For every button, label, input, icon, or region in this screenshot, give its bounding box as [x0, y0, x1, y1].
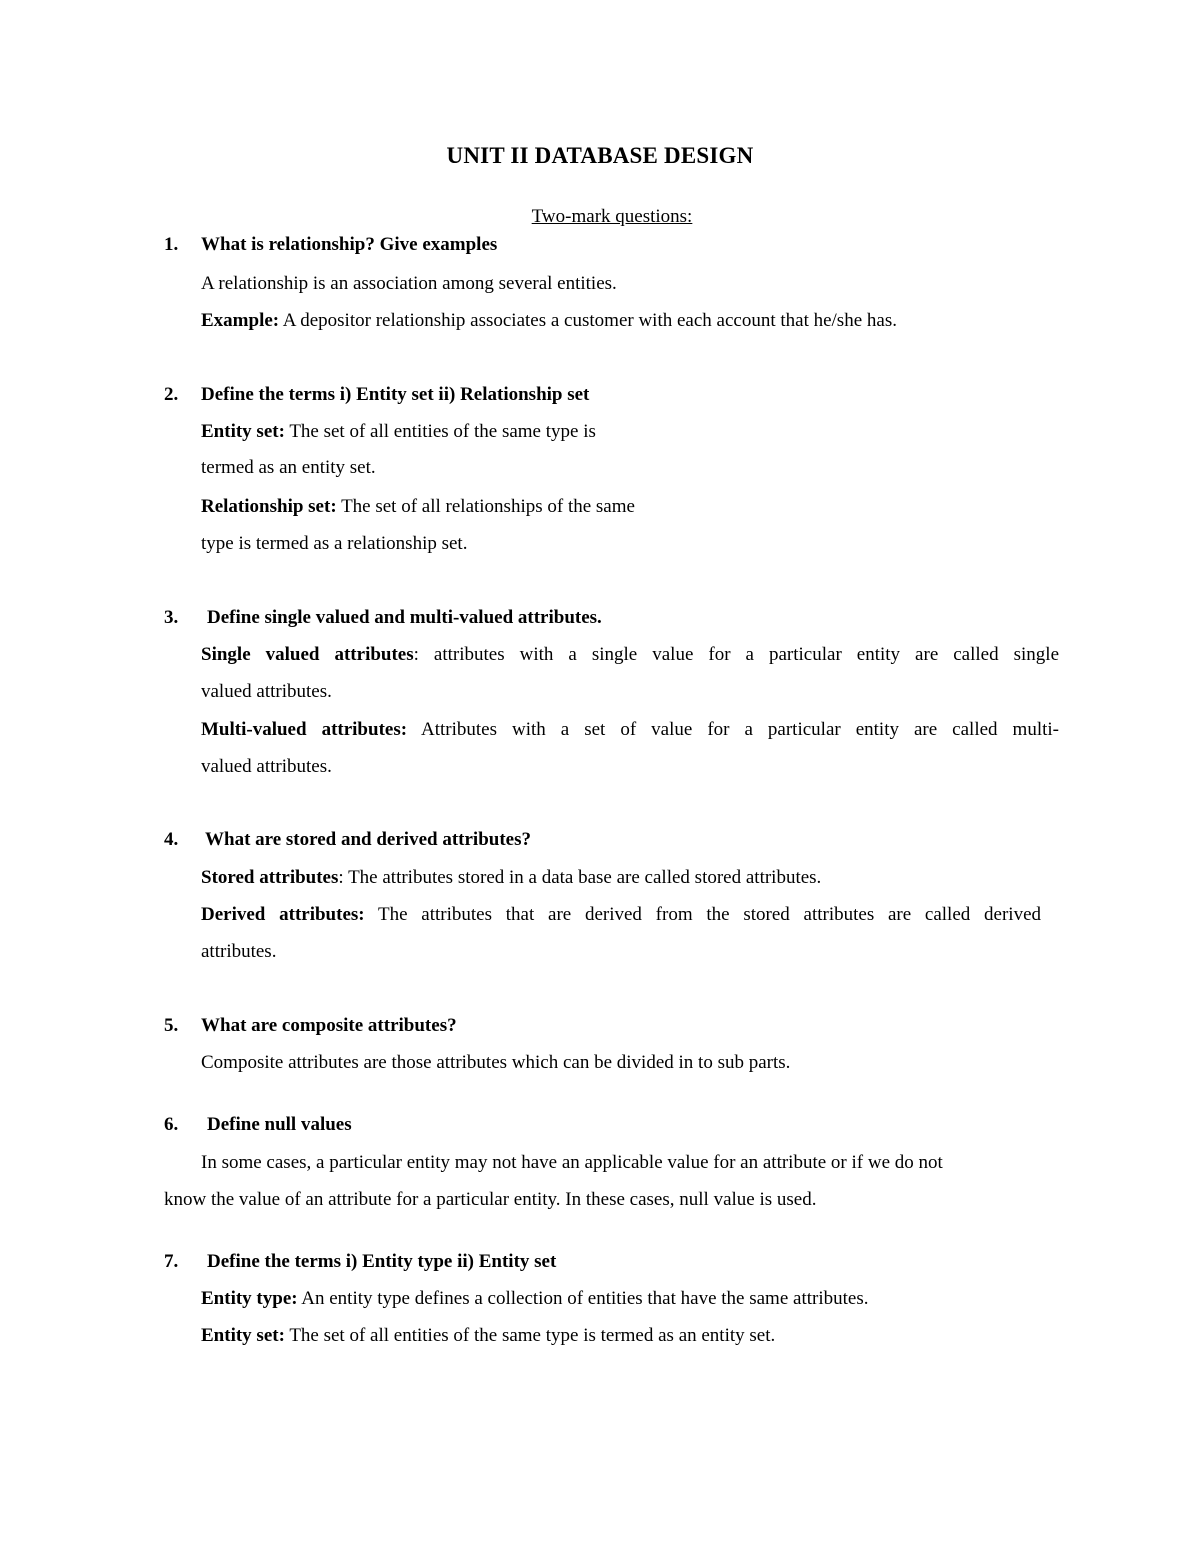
term-definition: The set of all relationships of the same — [336, 496, 635, 517]
answer-line: know the value of an attribute for a particular entity. In these cases, null value is used. — [164, 1189, 817, 1210]
term-label: Example: — [201, 310, 280, 331]
term-label: Single valued attributes — [201, 644, 414, 665]
question-heading: Define null values — [207, 1114, 352, 1135]
term-definition: : attributes with a single value for a particular entity are called single — [413, 644, 1059, 665]
answer-line: attributes. — [201, 941, 277, 962]
answer-line: termed as an entity set. — [201, 457, 376, 478]
question-number: 6. — [164, 1114, 179, 1135]
answer-line: Composite attributes are those attributes which can be divided in to sub parts. — [201, 1052, 791, 1073]
answer-line — [201, 1326, 775, 1345]
term-definition: The set of all entities of the same type is termed as an entity set. — [284, 1325, 776, 1346]
term-definition: The attributes that are derived from the stored attributes are called derived — [364, 904, 1041, 925]
answer-line — [201, 868, 821, 887]
answer-line — [201, 1289, 868, 1308]
question-heading: Define the terms i) Entity type ii) Entity set — [207, 1251, 557, 1272]
term-label: Relationship set: — [201, 496, 337, 517]
term-definition: Attributes with a set of value for a particular entity are called multi- — [407, 719, 1059, 740]
section-subtitle — [0, 207, 1200, 226]
question-number: 1. — [164, 234, 179, 255]
question-number: 2. — [164, 384, 179, 405]
page-title: UNIT II DATABASE DESIGN — [446, 143, 754, 168]
answer-line: A relationship is an association among several entities. — [201, 273, 617, 294]
term-label: Derived attributes: — [201, 904, 365, 925]
question-heading: Define the terms i) Entity set ii) Relationship set — [201, 384, 590, 405]
answer-line — [201, 311, 897, 330]
answer-line: In some cases, a particular entity may not have an applicable value for an attribute or if we do not — [201, 1152, 943, 1173]
term-definition: An entity type defines a collection of entities that have the same attributes. — [297, 1288, 869, 1309]
answer-line: valued attributes. — [201, 681, 332, 702]
term-label: Stored attributes — [201, 867, 339, 888]
question-number: 4. — [164, 829, 179, 850]
answer-line — [201, 422, 596, 441]
answer-line — [201, 497, 635, 516]
question-number: 7. — [164, 1251, 179, 1272]
subtitle-text: Two-mark questions: — [531, 206, 693, 227]
answer-line: type is termed as a relationship set. — [201, 533, 468, 554]
term-definition: : The attributes stored in a data base are called stored attributes. — [338, 867, 822, 888]
question-number: 5. — [164, 1015, 179, 1036]
term-definition: A depositor relationship associates a customer with each account that he/she has. — [279, 310, 897, 331]
question-heading: What is relationship? Give examples — [201, 234, 498, 255]
question-heading: What are stored and derived attributes? — [205, 829, 531, 850]
answer-line — [201, 645, 1059, 664]
question-number: 3. — [164, 607, 179, 628]
question-heading: Define single valued and multi-valued attributes. — [207, 607, 602, 628]
answer-line — [201, 720, 1059, 739]
question-heading: What are composite attributes? — [201, 1015, 457, 1036]
term-label: Entity type: — [201, 1288, 298, 1309]
term-definition: The set of all entities of the same type is — [284, 421, 596, 442]
answer-line: valued attributes. — [201, 756, 332, 777]
term-label: Entity set: — [201, 421, 285, 442]
answer-line — [201, 905, 1041, 924]
term-label: Entity set: — [201, 1325, 285, 1346]
term-label: Multi-valued attributes: — [201, 719, 408, 740]
